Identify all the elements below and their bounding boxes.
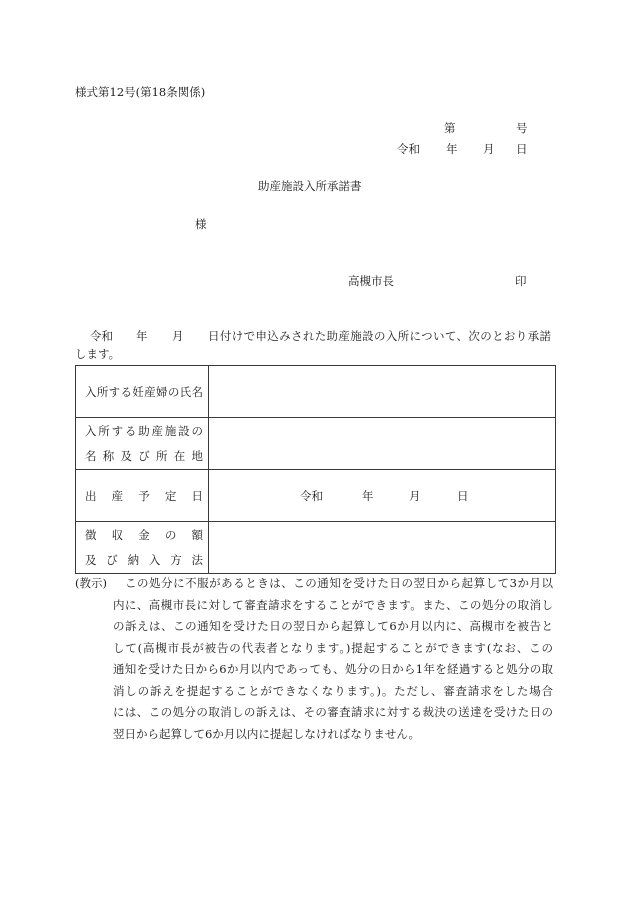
doc-number-suffix: 号 — [516, 121, 528, 135]
table-row-due-date — [76, 469, 555, 521]
issuer-name: 高槻市長 — [348, 274, 394, 288]
table-label-cell — [76, 418, 209, 469]
document-title: 助産施設入所承諾書 — [258, 179, 362, 193]
notice-line-5: 通知を受けた日から6か月以内であっても、処分の日から1年を経過すると処分の取 — [113, 662, 554, 676]
notice-label: (教示) — [75, 576, 107, 590]
label-fee-line-2: 及び納入方法 — [85, 552, 213, 567]
label-facility-line-2: 名称及び所在地 — [85, 448, 210, 463]
body-month: 月 — [172, 329, 184, 343]
due-date-era: 令和 — [300, 488, 323, 503]
label-mother-name: 入所する妊産婦の氏名 — [85, 384, 204, 399]
details-table — [75, 365, 556, 574]
value-fee — [209, 522, 555, 573]
due-date-year: 年 — [362, 488, 374, 503]
body-line-2: します。 — [75, 347, 121, 361]
addressee-honorific: 様 — [195, 217, 207, 231]
form-number: 様式第12号(第18条関係) — [75, 85, 206, 99]
table-row-fee — [76, 521, 555, 573]
notice-line-8: 翌日から起算して6か月以内に提起しなければなりません。 — [113, 727, 421, 741]
notice-line-2: 内に、高槻市長に対して審査請求をすることができます。また、この処分の取消し — [113, 598, 554, 612]
table-row-facility — [76, 417, 555, 469]
body-year: 年 — [136, 329, 148, 343]
table-label-cell — [76, 470, 219, 521]
value-facility — [209, 418, 555, 469]
notice-line-1: この処分に不服があるときは、この通知を受けた日の翌日から起算して3か月以 — [125, 576, 554, 590]
body-line-1: 日付けで申込みされた助産施設の入所について、次のとおり承諾 — [208, 329, 552, 343]
issue-date-year: 年 — [446, 142, 458, 156]
notice-line-3: の訴えは、この通知を受けた日の翌日から起算して6か月以内に、高槻市を被告と — [113, 619, 554, 633]
body-era: 令和 — [90, 329, 113, 343]
table-row-mother-name — [76, 366, 555, 417]
table-label-cell — [76, 366, 209, 417]
notice-line-4: して(高槻市長が被告の代表者となります。)提起することができます(なお、この — [113, 641, 554, 655]
notice-line-6: 消しの訴えを提起することができなくなります。)。ただし、審査請求をした場合 — [113, 684, 554, 698]
notice-line-7: には、この処分の取消しの訴えは、その審査請求に対する裁決の送達を受けた日の — [113, 705, 554, 719]
issue-date-month: 月 — [483, 142, 495, 156]
label-fee-line-1: 徴収金の額 — [85, 527, 219, 542]
value-mother-name — [209, 366, 555, 417]
label-facility-line-1: 入所する助産施設の — [85, 423, 205, 438]
value-due-date — [209, 470, 555, 521]
issue-date-day: 日 — [516, 142, 528, 156]
label-due-date: 出産予定日 — [85, 488, 219, 503]
due-date-month: 月 — [409, 488, 421, 503]
issue-date-era: 令和 — [397, 142, 420, 156]
issuer-seal: 印 — [515, 274, 527, 288]
doc-number-prefix: 第 — [444, 121, 456, 135]
table-label-cell — [76, 522, 219, 573]
due-date-day: 日 — [457, 488, 469, 503]
